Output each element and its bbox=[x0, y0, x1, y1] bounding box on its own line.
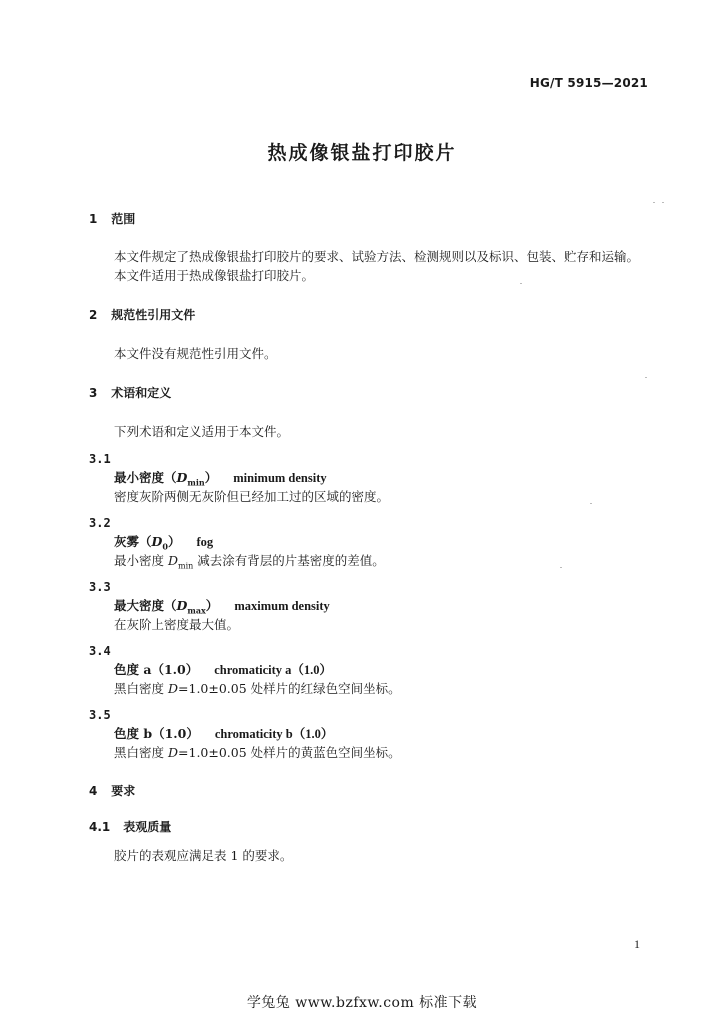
scan-speck bbox=[560, 567, 562, 568]
clause-number: 3.1 bbox=[89, 452, 111, 466]
definition-text: 最小密度 bbox=[114, 553, 168, 568]
term-cn: 最小密度 bbox=[114, 470, 165, 485]
section-number: 2 bbox=[89, 308, 98, 322]
section-2-heading bbox=[89, 306, 195, 323]
definition-symbol: D bbox=[167, 681, 179, 696]
term-heading bbox=[114, 660, 332, 678]
scan-speck bbox=[662, 202, 664, 203]
section-number: 4 bbox=[89, 784, 98, 798]
term-cn: 色度 a（1.0） bbox=[114, 662, 199, 677]
scan-speck bbox=[590, 503, 592, 504]
scan-speck bbox=[653, 202, 655, 203]
term-paren-open: （ bbox=[164, 470, 177, 485]
term-definition bbox=[114, 487, 389, 505]
term-en: chromaticity b（1.0） bbox=[214, 727, 334, 741]
section-number: 1 bbox=[89, 212, 98, 226]
term-heading bbox=[114, 532, 213, 552]
section-number: 3 bbox=[89, 386, 98, 400]
term-definition bbox=[114, 615, 239, 633]
term-definition bbox=[114, 743, 401, 761]
term-paren-open: （ bbox=[139, 534, 152, 549]
section-4-heading bbox=[89, 782, 135, 799]
term-en: minimum density bbox=[233, 471, 327, 485]
footer-watermark: 学兔兔 www.bzfxw.com 标准下载 bbox=[246, 995, 478, 1011]
section-title: 要求 bbox=[111, 784, 136, 798]
term-definition bbox=[114, 551, 385, 571]
term-paren-close: ） bbox=[167, 534, 181, 549]
term-heading bbox=[114, 468, 327, 488]
term-symbol: D bbox=[176, 598, 188, 613]
section-1-paragraph-2: 本文件适用于热成像银盐打印胶片。 bbox=[114, 268, 315, 283]
definition-text: 密度灰阶两侧无灰阶但已经加工过的区域的密度。 bbox=[114, 489, 390, 504]
section-title: 规范性引用文件 bbox=[111, 308, 196, 322]
subsection-4-1-paragraph: 胶片的表观应满足表 1 的要求。 bbox=[114, 848, 293, 863]
term-heading bbox=[114, 724, 333, 742]
subsection-number: 4.1 bbox=[89, 820, 111, 834]
term-symbol-subscript: 0 bbox=[162, 541, 168, 552]
term-en: maximum density bbox=[234, 599, 330, 613]
term-definition bbox=[114, 679, 401, 697]
section-title: 术语和定义 bbox=[111, 386, 172, 400]
subsection-title: 表观质量 bbox=[123, 820, 172, 834]
term-symbol: D bbox=[151, 534, 163, 549]
term-symbol-subscript: min bbox=[187, 477, 205, 488]
clause-number: 3.2 bbox=[89, 516, 111, 530]
term-cn: 最大密度 bbox=[114, 598, 165, 613]
clause-number: 3.3 bbox=[89, 580, 111, 594]
section-2-paragraph: 本文件没有规范性引用文件。 bbox=[114, 346, 277, 361]
definition-text: 在灰阶上密度最大值。 bbox=[114, 617, 240, 632]
definition-subscript: min bbox=[178, 561, 194, 571]
definition-text: 减去涂有背层的片基密度的差值。 bbox=[193, 553, 385, 568]
scan-speck bbox=[645, 377, 647, 378]
term-paren-open: （ bbox=[164, 598, 177, 613]
definition-text: 黑白密度 bbox=[114, 745, 168, 760]
term-heading bbox=[114, 596, 330, 616]
term-symbol-subscript: max bbox=[187, 605, 206, 616]
definition-symbol: D bbox=[167, 745, 179, 760]
section-1-paragraph-1: 本文件规定了热成像银盐打印胶片的要求、试验方法、检测规则以及标识、包装、贮存和运输。 bbox=[114, 249, 640, 264]
term-symbol: D bbox=[176, 470, 188, 485]
term-en: chromaticity a（1.0） bbox=[214, 663, 333, 677]
section-3-paragraph: 下列术语和定义适用于本文件。 bbox=[114, 424, 290, 439]
section-1-heading bbox=[89, 210, 135, 227]
section-title: 范围 bbox=[111, 212, 136, 226]
clause-number: 3.4 bbox=[89, 644, 111, 658]
subsection-4-1-heading bbox=[89, 818, 171, 835]
clause-number: 3.5 bbox=[89, 708, 111, 722]
scan-speck bbox=[520, 283, 522, 284]
term-cn: 色度 b（1.0） bbox=[114, 726, 199, 741]
document-title: 热成像银盐打印胶片 bbox=[267, 142, 457, 164]
term-paren-close: ） bbox=[204, 470, 218, 485]
definition-text: 黑白密度 bbox=[114, 681, 168, 696]
term-en: fog bbox=[196, 535, 214, 549]
definition-symbol: D bbox=[167, 553, 179, 568]
standard-code: HG/T 5915—2021 bbox=[529, 76, 648, 90]
term-paren-close: ） bbox=[205, 598, 219, 613]
definition-text: =1.0±0.05 处样片的红绿色空间坐标。 bbox=[178, 681, 401, 696]
page-number: 1 bbox=[634, 937, 640, 951]
section-3-heading bbox=[89, 384, 171, 401]
definition-text: =1.0±0.05 处样片的黄蓝色空间坐标。 bbox=[178, 745, 401, 760]
term-cn: 灰雾 bbox=[114, 534, 140, 549]
